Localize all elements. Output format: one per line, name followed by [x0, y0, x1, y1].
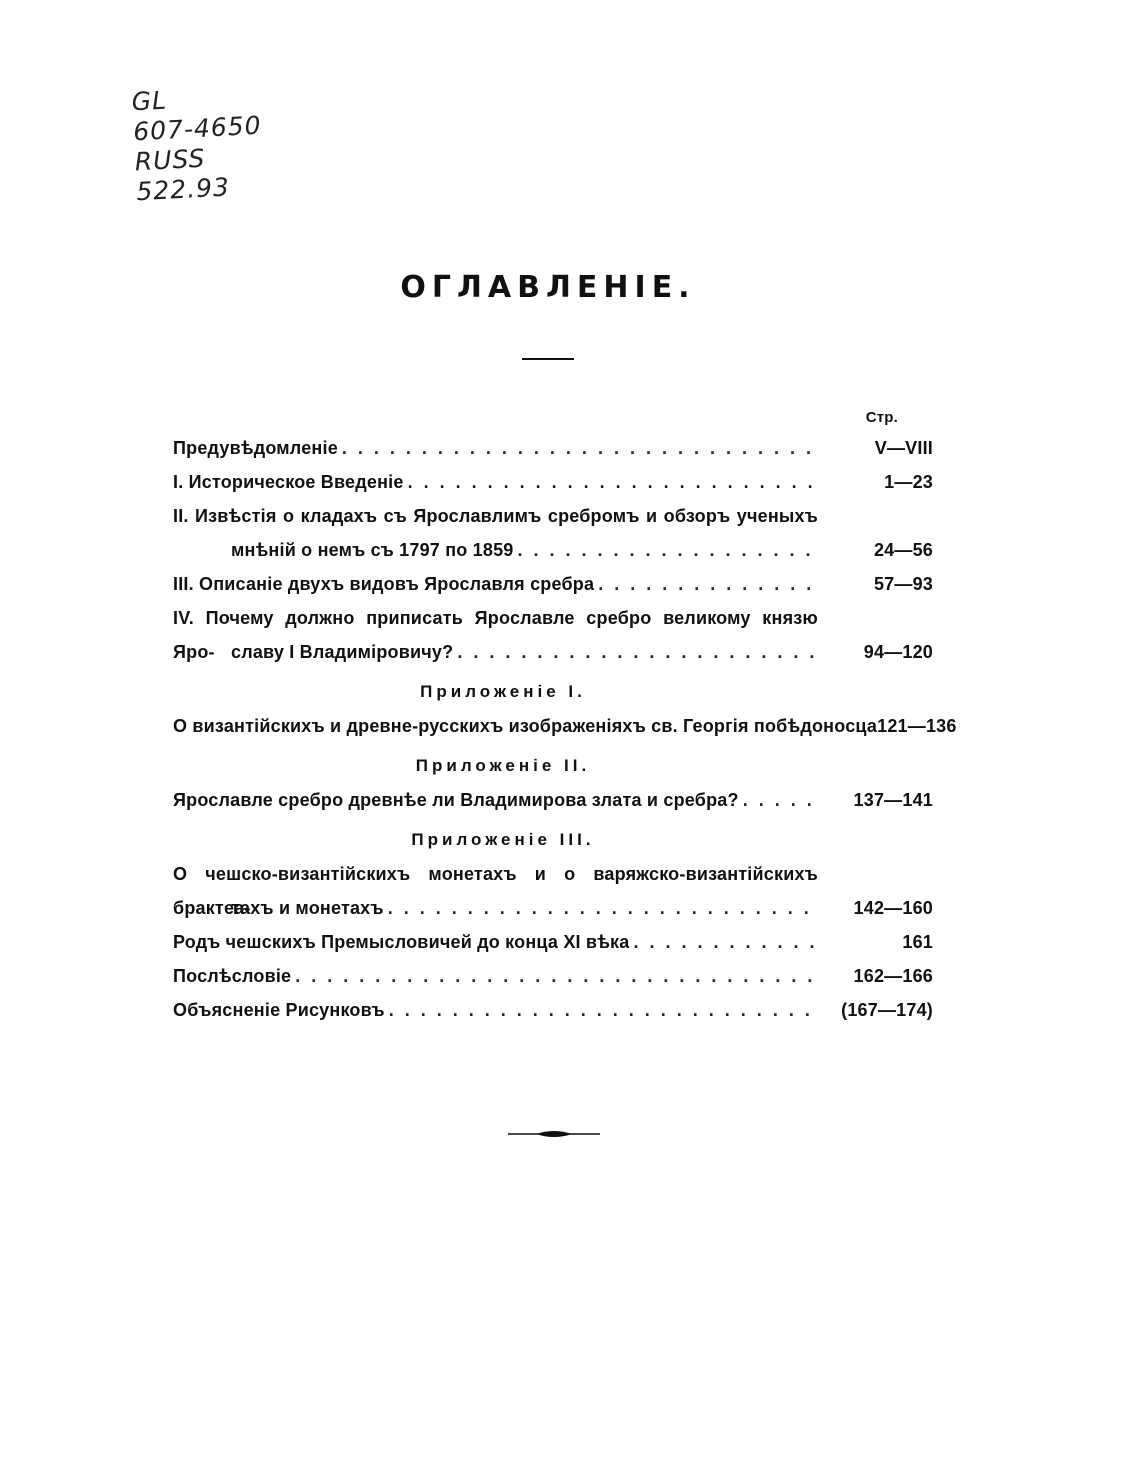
toc-entry	[173, 499, 933, 567]
page-title: ОГЛАВЛЕНІЕ.	[400, 270, 696, 305]
toc-entry-label: О византійскихъ и древне-русскихъ изображеніяхъ св. Георгія побѣдоносца	[173, 716, 878, 736]
leader-dots	[389, 993, 821, 1027]
toc-entry	[173, 567, 933, 601]
leader-dots	[457, 635, 821, 669]
toc-entry-pages: 121—136	[877, 716, 957, 736]
toc-entry-pages: (167—174)	[841, 1000, 933, 1020]
toc-entry-pages: 137—141	[853, 790, 933, 810]
toc-entry-label: Родъ чешскихъ Премысловичей до конца XI вѣка	[173, 932, 630, 952]
toc-entry-label: III. Описаніе двухъ видовъ Ярославля сребра	[173, 574, 595, 594]
toc-entry-pages: 57—93	[873, 574, 933, 594]
leader-dots	[295, 959, 821, 993]
appendix-heading: Приложеніе II.	[415, 756, 591, 775]
toc-entry-label-continued: тахъ и монетахъ	[231, 898, 384, 918]
toc-entry-label: Ярославле сребро древнѣе ли Владимирова злата и сребра?	[173, 790, 739, 810]
toc-entry-pages: 1—23	[884, 472, 933, 492]
toc-entry-pages: 162—166	[853, 966, 933, 986]
table-of-contents	[173, 405, 957, 1027]
leader-dots	[408, 465, 821, 499]
toc-entry-pages: 161	[902, 932, 933, 952]
ornamental-rule-icon	[508, 1128, 600, 1140]
library-shelfmark	[131, 81, 265, 208]
appendix-heading: Приложеніе I.	[420, 682, 586, 701]
toc-entry-pages: V—VIII	[874, 438, 933, 458]
title-rule	[522, 358, 574, 360]
leader-dots	[598, 567, 821, 601]
toc-entry-label: IV. Почему должно приписать Ярославле сребро великому князю Яро-	[173, 608, 818, 662]
toc-entry	[173, 993, 933, 1027]
appendix-heading: Приложеніе III.	[411, 830, 595, 849]
toc-entry	[173, 431, 933, 465]
toc-entry-pages: 94—120	[863, 642, 933, 662]
toc-entry	[173, 857, 933, 925]
leader-dots	[518, 533, 821, 567]
toc-entry	[173, 601, 933, 669]
shelfmark-line: 607-4650	[132, 110, 263, 147]
leader-dots	[743, 783, 821, 817]
toc-entry	[173, 959, 933, 993]
toc-entry-pages: 142—160	[853, 898, 933, 918]
shelfmark-line: RUSS	[134, 143, 207, 177]
leader-dots	[342, 431, 821, 465]
toc-entry	[173, 709, 957, 743]
toc-entry	[173, 925, 933, 959]
shelfmark-line: GL	[130, 85, 168, 117]
toc-entry-pages: 24—56	[873, 540, 933, 560]
toc-entry-label-continued: славу I Владиміровичу?	[231, 642, 454, 662]
toc-entry	[173, 783, 933, 817]
toc-entry-label: II. Извѣстія о кладахъ съ Ярославлимъ сребромъ и обзоръ ученыхъ	[173, 506, 818, 526]
toc-entry-label: Объясненіе Рисунковъ	[173, 1000, 385, 1020]
toc-entry	[173, 465, 933, 499]
toc-entry-label-continued: мнѣній о немъ съ 1797 по 1859	[231, 540, 514, 560]
leader-dots	[633, 925, 821, 959]
toc-entry-label: Послѣсловіе	[173, 966, 292, 986]
leader-dots	[388, 891, 821, 925]
toc-entry-label: Предувѣдомленіе	[173, 438, 338, 458]
shelfmark-line: 522.93	[135, 172, 231, 207]
pages-column-header: Стр.	[865, 409, 898, 426]
toc-entry-label: I. Историческое Введеніе	[173, 472, 404, 492]
toc-entry-label: О чешско-византійскихъ монетахъ и о варяжско-византійскихъ брактеа-	[173, 864, 818, 918]
